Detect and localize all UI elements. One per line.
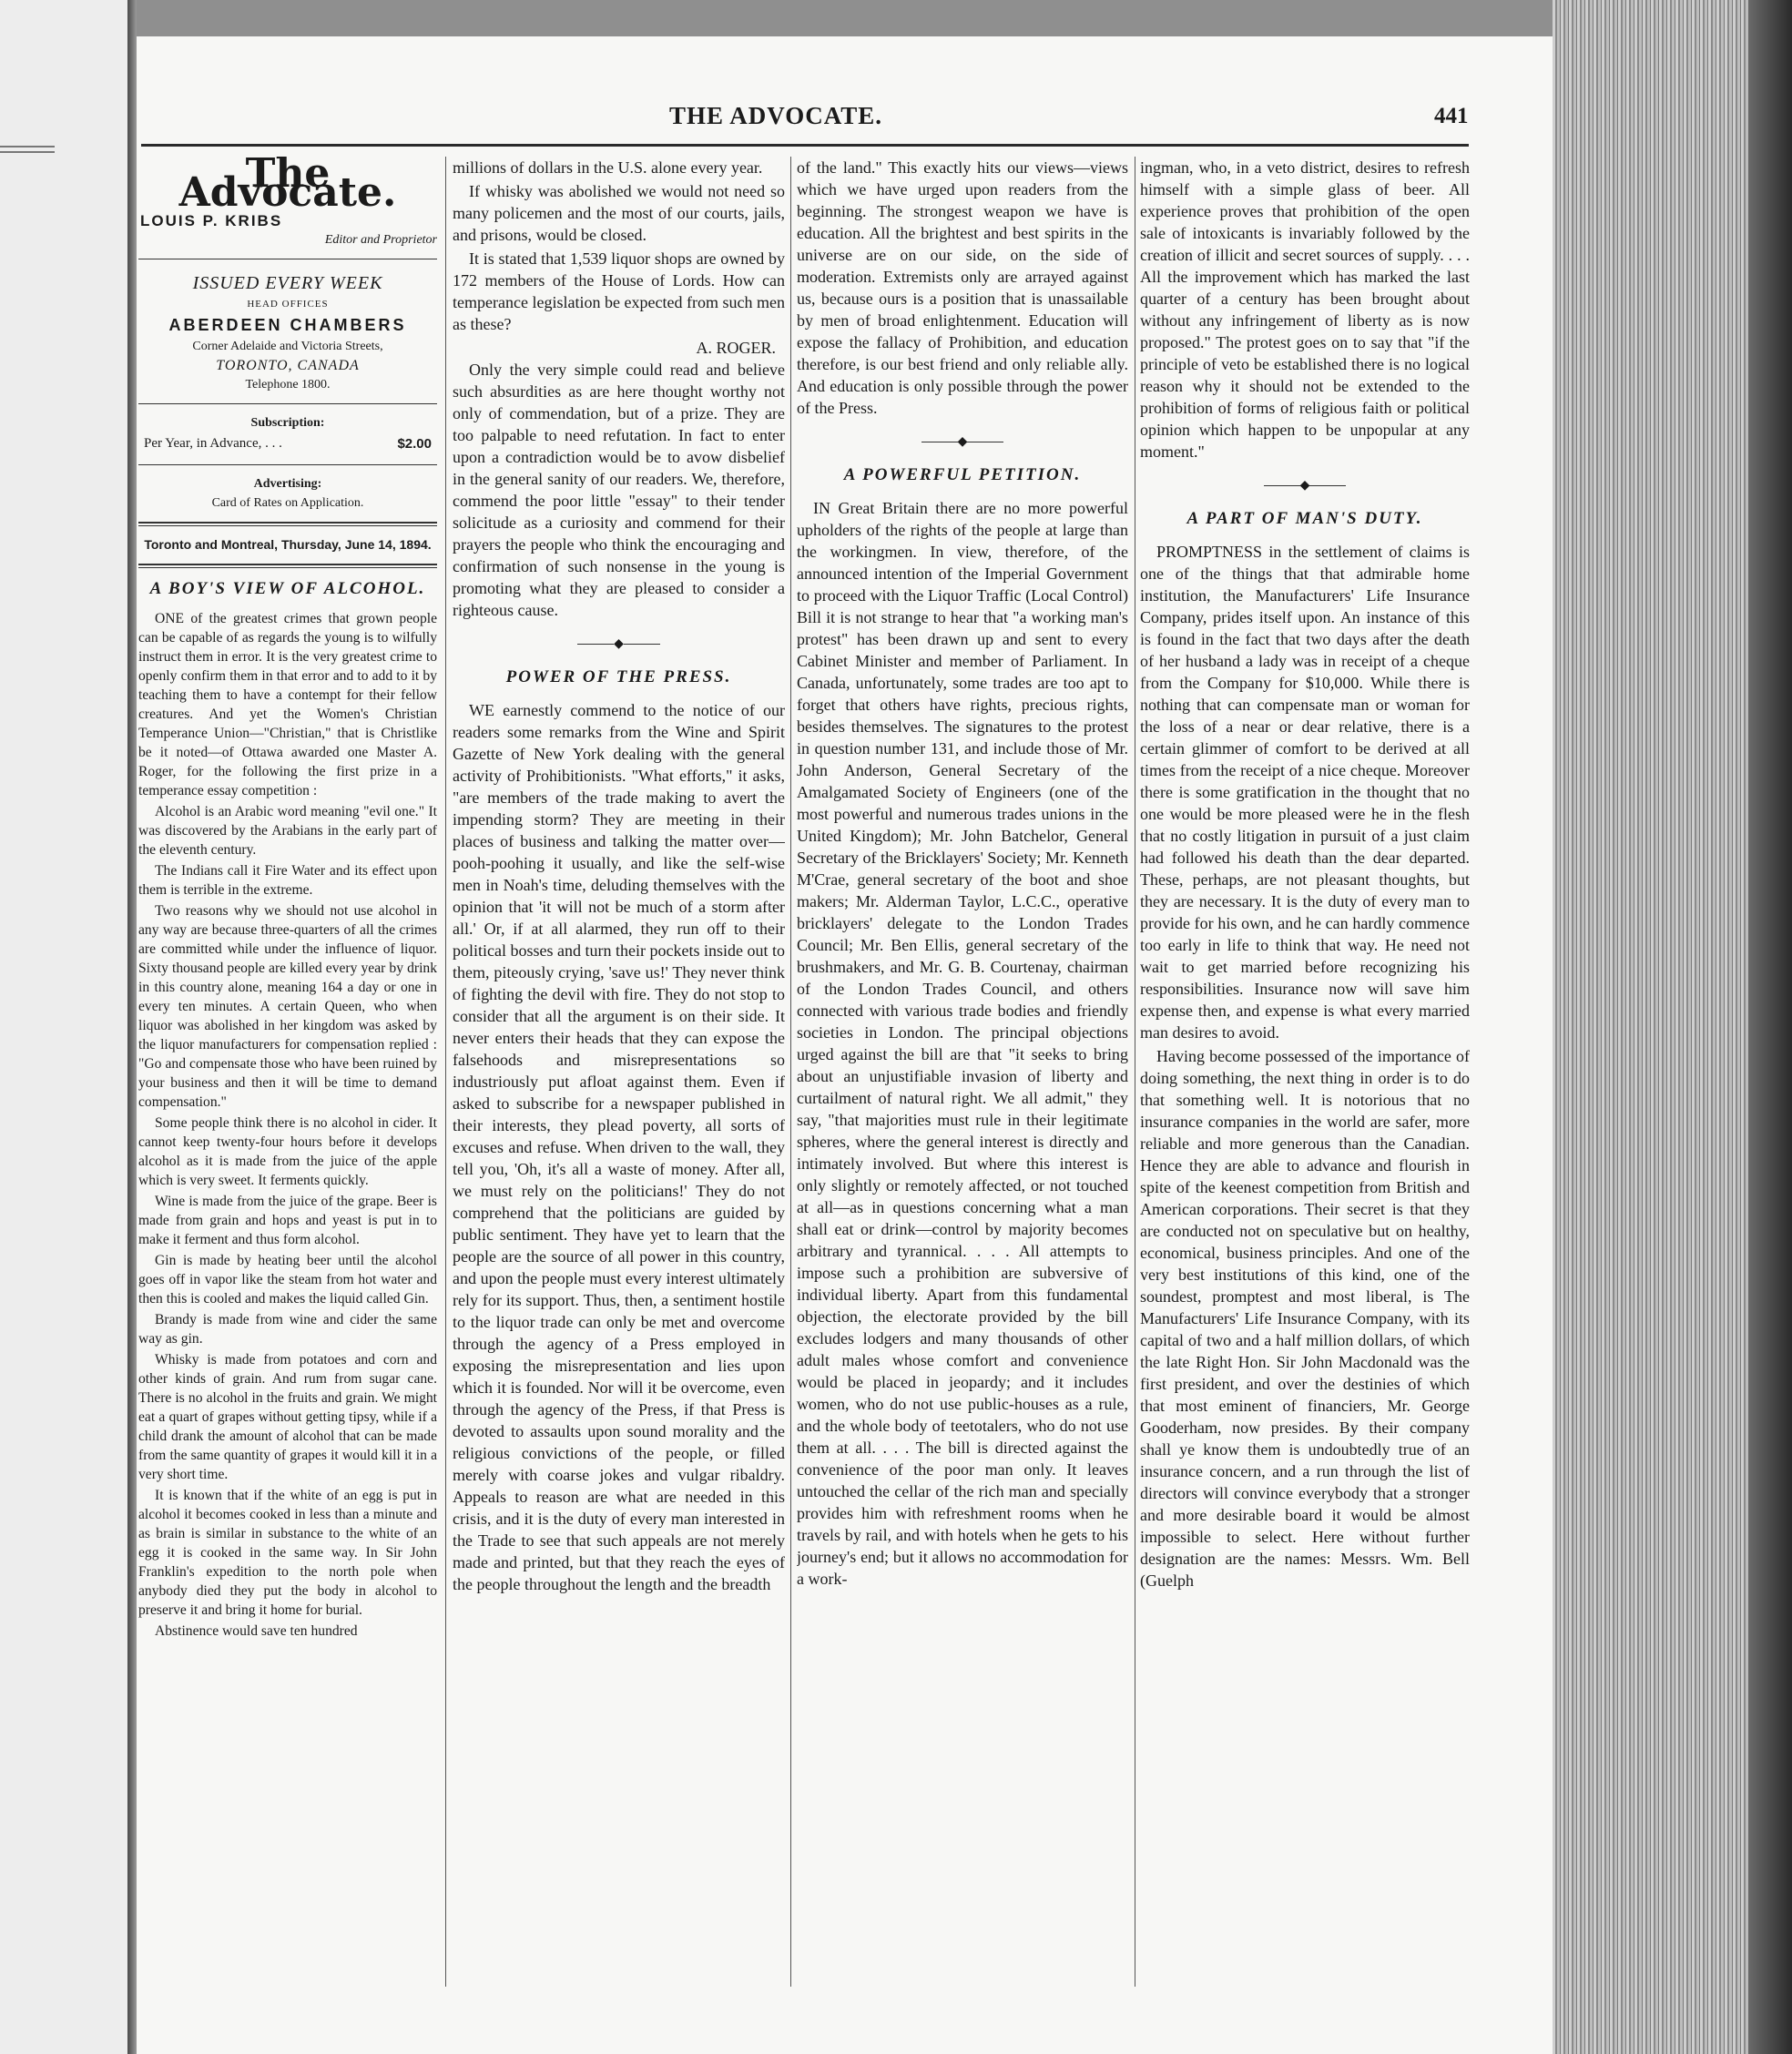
header-rule xyxy=(141,144,1469,147)
editor-role: Editor and Proprietor xyxy=(324,233,437,247)
issued-notice: ISSUED EVERY WEEK xyxy=(192,273,383,293)
article-title: A POWERFUL PETITION. xyxy=(843,465,1082,484)
article-paragraph: Only the very simple could read and believe such absurdities as are here thought worthy not only of commendation, but of a prize. They are too palpable to need refutation. In fact to enter upon a contradiction would be to avow disbelief in the general sanity of our readers. We, therefore, commend the poor little "essay" to their tender solicitude as a curiosity and commend for their prayers the people who think the encouraging and confirmation of such nonsense in the young is promoting what they are pleased to consider a righteous cause. xyxy=(453,361,785,619)
section-ornament: ◆ xyxy=(1140,475,1470,497)
office-city: TORONTO, CANADA xyxy=(216,358,360,373)
head-offices-label: HEAD OFFICES xyxy=(247,299,329,310)
article-paragraph: It is stated that 1,539 liquor shops are owned by 172 members of the House of Lords. How can temperance legislation be expected from such men as these? xyxy=(453,249,785,333)
section-ornament: ◆ xyxy=(453,634,785,656)
office-address: Corner Adelaide and Victoria Streets, xyxy=(192,340,383,353)
divider xyxy=(138,564,437,568)
advertising-label: Advertising: xyxy=(253,477,322,491)
column-1 xyxy=(138,157,437,1987)
column-3 xyxy=(797,157,1128,1987)
subscription-price: $2.00 xyxy=(397,436,432,452)
gutter-shadow xyxy=(127,0,137,2054)
article-title: A PART OF MAN'S DUTY. xyxy=(1186,509,1423,528)
divider xyxy=(138,464,437,465)
article-paragraph: ONE of the greatest crimes that grown people can be capable of as regards the young is to wilfully instruct them in error. It is the very greatest crime to openly confirm them in that error and to add to it by teaching them to have a contempt for their fellow creatures. And yet the Women's Christian Temperance Union—"Christian," that is Christlike be it noted—of Ottawa awarded one Master A. Roger, for the following the first prize in a temperance essay competition : xyxy=(138,611,437,798)
article-paragraph: IN Great Britain there are no more powerful upholders of the rights of the people at large than the workingmen. In view, therefore, of the announced intention of the Imperial Government to proceed with the Liquor Traffic (Local Control) Bill it is not strange to hear that "a working man's protest" has been drawn up and sent to every Cabinet Minister and member of Parliament. In Canada, unfortunately, some trades are too apt to forget that others have rights, precious rights, besides themselves. The signatures to the protest in question number 131, and include those of Mr. John Anderson, General Secretary of the Amalgamated Society of Engineers (one of the most powerful and numerous trades unions in the United Kingdom); Mr. John Batchelor, General Secretary of the Bricklayers' Society; Mr. Kenneth M'Crae, general secretary of the boot and shoe makers; Mr. Alderman Taylor, L.C.C., operative bricklayers' delegate to the London Trades Council; Mr. Ben Ellis, general secretary of the brushmakers, and Mr. G. B. Courtenay, chairman of the London Trades Council, and others connected with various trade bodies and friendly societies in London. The principal objections urged against the bill are that "it seeks to bring about an unjustifiable invasion of liberty and curtailment of natural right. We all admit," they say, "that majorities must rule in their legitimate spheres, where the general interest is directly and intimately involved. But where this interest is only slightly or remotely affected, or not touched at all—as in questions concerning what a man shall eat or drink—control by majority becomes arbitrary and tyrannical. . . . All attempts to impose such a prohibition are subversive of individual liberty. Apart from this fundamental objection, the electorate provided by the bill excludes lodgers and many thousands of other adult males whose comfort and convenience would be placed in jeopardy; and it includes women, who do not use public-houses as a rule, and the whole body of teetotalers, who do not use them at all. . . . The bill is directed against the convenience of the poor man only. It leaves untouched the cellar of the rich man and specially provides him with refreshment rooms when he travels by rail, and with hotels when he gets to his journey's end; but it allows no accommodation for a work- xyxy=(797,499,1128,1588)
telephone: Telephone 1800. xyxy=(245,378,331,391)
article-paragraph: Two reasons why we should not use alcohol in any way are because three-quarters of all the crimes are committed while under the influence of liquor. Sixty thousand people are killed every year by drink in this country alone, meaning 164 a day or one in every ten minutes. A certain Queen, who when liquor was abolished in her kingdom was asked by the liquor manufacturers for compensation replied : "Go and compensate those who have been ruined by your business and then it will be time to demand compensation." xyxy=(138,903,437,1110)
dateline: Toronto and Montreal, Thursday, June 14, 1894. xyxy=(144,537,432,552)
column-2 xyxy=(453,157,785,1987)
article-paragraph: PROMPTNESS in the settlement of claims is one of the things that that admirable home institution, the Manufacturers' Life Insurance Company, prides itself upon. An instance of this is found in the fact that two days after the death of her husband a lady was in receipt of a cheque from the Company for $10,000. While there is nothing that can compensate man or woman for the loss of a near or dear relative, there is a certain glimmer of comfort to be derived at all times from the receipt of a nice cheque. Moreover there is some gratification in the thought that no one would be more pleased were he in the flesh that no costly litigation in pursuit of a just claim had followed his death than the dear departed. These, perhaps, are not pleasant thoughts, but they are necessary. It is the duty of every man to provide for his own, and he can hardly commence too early in life to think that way. He need not wait to get married before recognizing his responsibilities. Insurance now will save him expense then, and expense is what every married man desires to avoid. xyxy=(1140,543,1470,1042)
subscription-row xyxy=(138,432,437,455)
column-rule xyxy=(790,157,791,1987)
divider xyxy=(138,522,437,526)
advertising-text: Card of Rates on Application. xyxy=(211,496,364,510)
page-number: 441 xyxy=(1434,104,1469,128)
article-paragraph: The Indians call it Fire Water and its effect upon them is terrible in the extreme. xyxy=(138,863,437,898)
article-paragraph: Having become possessed of the importance of doing something, the next thing in order is to do that something well. It is notorious that no insurance companies in the world are safer, more reliable and more generous than the Canadian. Hence they are able to advance and flourish in spite of the keenest competition from British and American corporations. Their secret is that they are conducted not on speculative but on healthy, economical, business principles. And one of the very best institutions of this kind, one of the soundest, promptest and most liberal, is The Manufacturers' Life Insurance Company, with its capital of two and a half million dollars, of which the late Right Hon. Sir John Macdonald was the first president, and over the destinies of which that most eminent of financiers, Mr. George Gooderham, now presides. By their company shall ye know them is undoubtedly true of an insurance concern, and a run through the list of directors will convince everybody that a stronger and more desirable board it would be almost impossible to select. Here without further designation are the names: Messrs. Wm. Bell (Guelph xyxy=(1140,1047,1470,1590)
article-paragraph: millions of dollars in the U.S. alone every year. xyxy=(453,158,763,177)
article-paragraph: Wine is made from the juice of the grape. Beer is made from grain and hops and yeast is put in to make it ferment and thus form alcohol. xyxy=(138,1194,437,1247)
office-name: ABERDEEN CHAMBERS xyxy=(168,316,407,334)
subscription-terms: Per Year, in Advance, . . . xyxy=(144,436,282,451)
column-rule xyxy=(445,157,446,1987)
masthead-title: The Advocate. xyxy=(178,157,397,216)
editor-name: LOUIS P. KRIBS xyxy=(140,212,283,229)
column-4 xyxy=(1140,157,1470,1987)
essay-signature: A. ROGER. xyxy=(696,339,776,357)
article-paragraph: It is known that if the white of an egg is put in alcohol it becomes cooked in less than a minute and as brain is similar in substance to the white of an egg it is cooked in the same way. In Sir John Franklin's expedition to the north pole when anybody died they put the body in alcohol to preserve it and bring it home for burial. xyxy=(138,1488,437,1618)
book-page-edges xyxy=(1553,0,1792,2054)
divider xyxy=(138,403,437,404)
article-paragraph: ingman, who, in a veto district, desires to refresh himself with a simple glass of beer. All experience proves that prohibition of the open sale of intoxicants is invariably followed by the creation of illicit and secret sources of supply. . . . All the improvement which has marked the last quarter of a century has been brought about without any infringement of liberty as is now proposed." The protest goes on to say that "if the principle of veto be established there is no logical reason why it should not be extended to the prohibition of forms of religious faith or political opinion which happen to be unpopular at any moment." xyxy=(1140,158,1470,461)
article-paragraph: Gin is made by heating beer until the alcohol goes off in vapor like the steam from hot water and then this is cooled and makes the liquid called Gin. xyxy=(138,1253,437,1307)
section-ornament: ◆ xyxy=(797,432,1128,453)
article-title: POWER OF THE PRESS. xyxy=(505,667,732,686)
article-title: A BOY'S VIEW OF ALCOHOL. xyxy=(149,579,426,598)
article-paragraph: If whisky was abolished we would not need so many policemen and the most of our courts, jails, and prisons, would be closed. xyxy=(453,182,785,244)
article-paragraph: Some people think there is no alcohol in cider. It cannot keep twenty-four hours before it develops alcohol as it is made from the juice of the apple which is very sweet. It ferments quickly. xyxy=(138,1115,437,1188)
article-paragraph: of the land." This exactly hits our views—views which we have urged upon readers from the beginning. The strongest weapon we have is education. All the brightest and best spirits in the universe are on our side, on the side of moderation. Extremists only are arrayed against us, because ours is a position that is unassailable by men of broad enlightenment. Education will expose the fallacy of Prohibition, and education therefore, is our best friend and only reliable ally. And education is only possible through the power of the Press. xyxy=(797,158,1128,417)
article-paragraph: WE earnestly commend to the notice of our readers some remarks from the Wine and Spirit Gazette of New York dealing with the general activity of Prohibitionists. "What efforts," it asks, "are members of the trade making to avert the impending storm? They are meeting in their places of business and talking the matter over—pooh-poohing it usually, and like the self-wise men in Noah's time, deluding themselves with the opinion that 'it will not be much of a storm after all.' Or, if at all alarmed, they run off to their political bosses and turn their pockets inside out to them, piteously crying, 'save us!' They never think of fighting the devil with fire. They do not stop to consider that all the argument is on their side. It never enters their heads that they can expose the falsehoods and misrepresentations so industriously put afloat against them. Even if asked to subscribe for a newspaper published in their interests, they plead poverty, all sorts of excuses and refuse. When driven to the wall, they tell you, 'Oh, it's all a waste of money. After all, we must rely on the politicians!' They do not comprehend that the politicians are guided by public sentiment. They have yet to learn that the people are the source of all power in this country, and upon the people must every interest ultimately rely for its support. Thus, then, a sentiment hostile to the liquor trade can only be met and overcome through the agency of a Press employed in exposing the misrepresentation and lies upon which it is founded. Nor will it be overcome, even through the agency of the Press, if that Press is devoted to assaults upon sound morality and the religious convictions of the people, or filled merely with coarse jokes and vulgar ribaldry. Appeals to reason are what are needed in this crisis, and it is the duty of every man interested in the Trade to see that such appeals are not merely made and printed, but that they reach the eyes of the people throughout the length and the breadth xyxy=(453,701,785,1593)
masthead xyxy=(138,157,437,568)
facing-page-edge xyxy=(0,0,127,2054)
article-paragraph: Abstinence would save ten hundred xyxy=(155,1623,358,1639)
article-paragraph: Alcohol is an Arabic word meaning "evil one." It was discovered by the Arabians in the early part of the eleventh century. xyxy=(138,804,437,858)
running-head: THE ADVOCATE. xyxy=(669,102,882,129)
article-paragraph: Whisky is made from potatoes and corn and other kinds of grain. And rum from sugar cane. There is no alcohol in the fruits and grain. We might eat a quart of grapes without getting tipsy, while if a child drank the amount of alcohol that can be made from the same quantity of grapes it would kill it in a very short time. xyxy=(138,1352,437,1482)
article-paragraph: Brandy is made from wine and cider the same way as gin. xyxy=(138,1312,437,1347)
subscription-label: Subscription: xyxy=(250,416,325,430)
